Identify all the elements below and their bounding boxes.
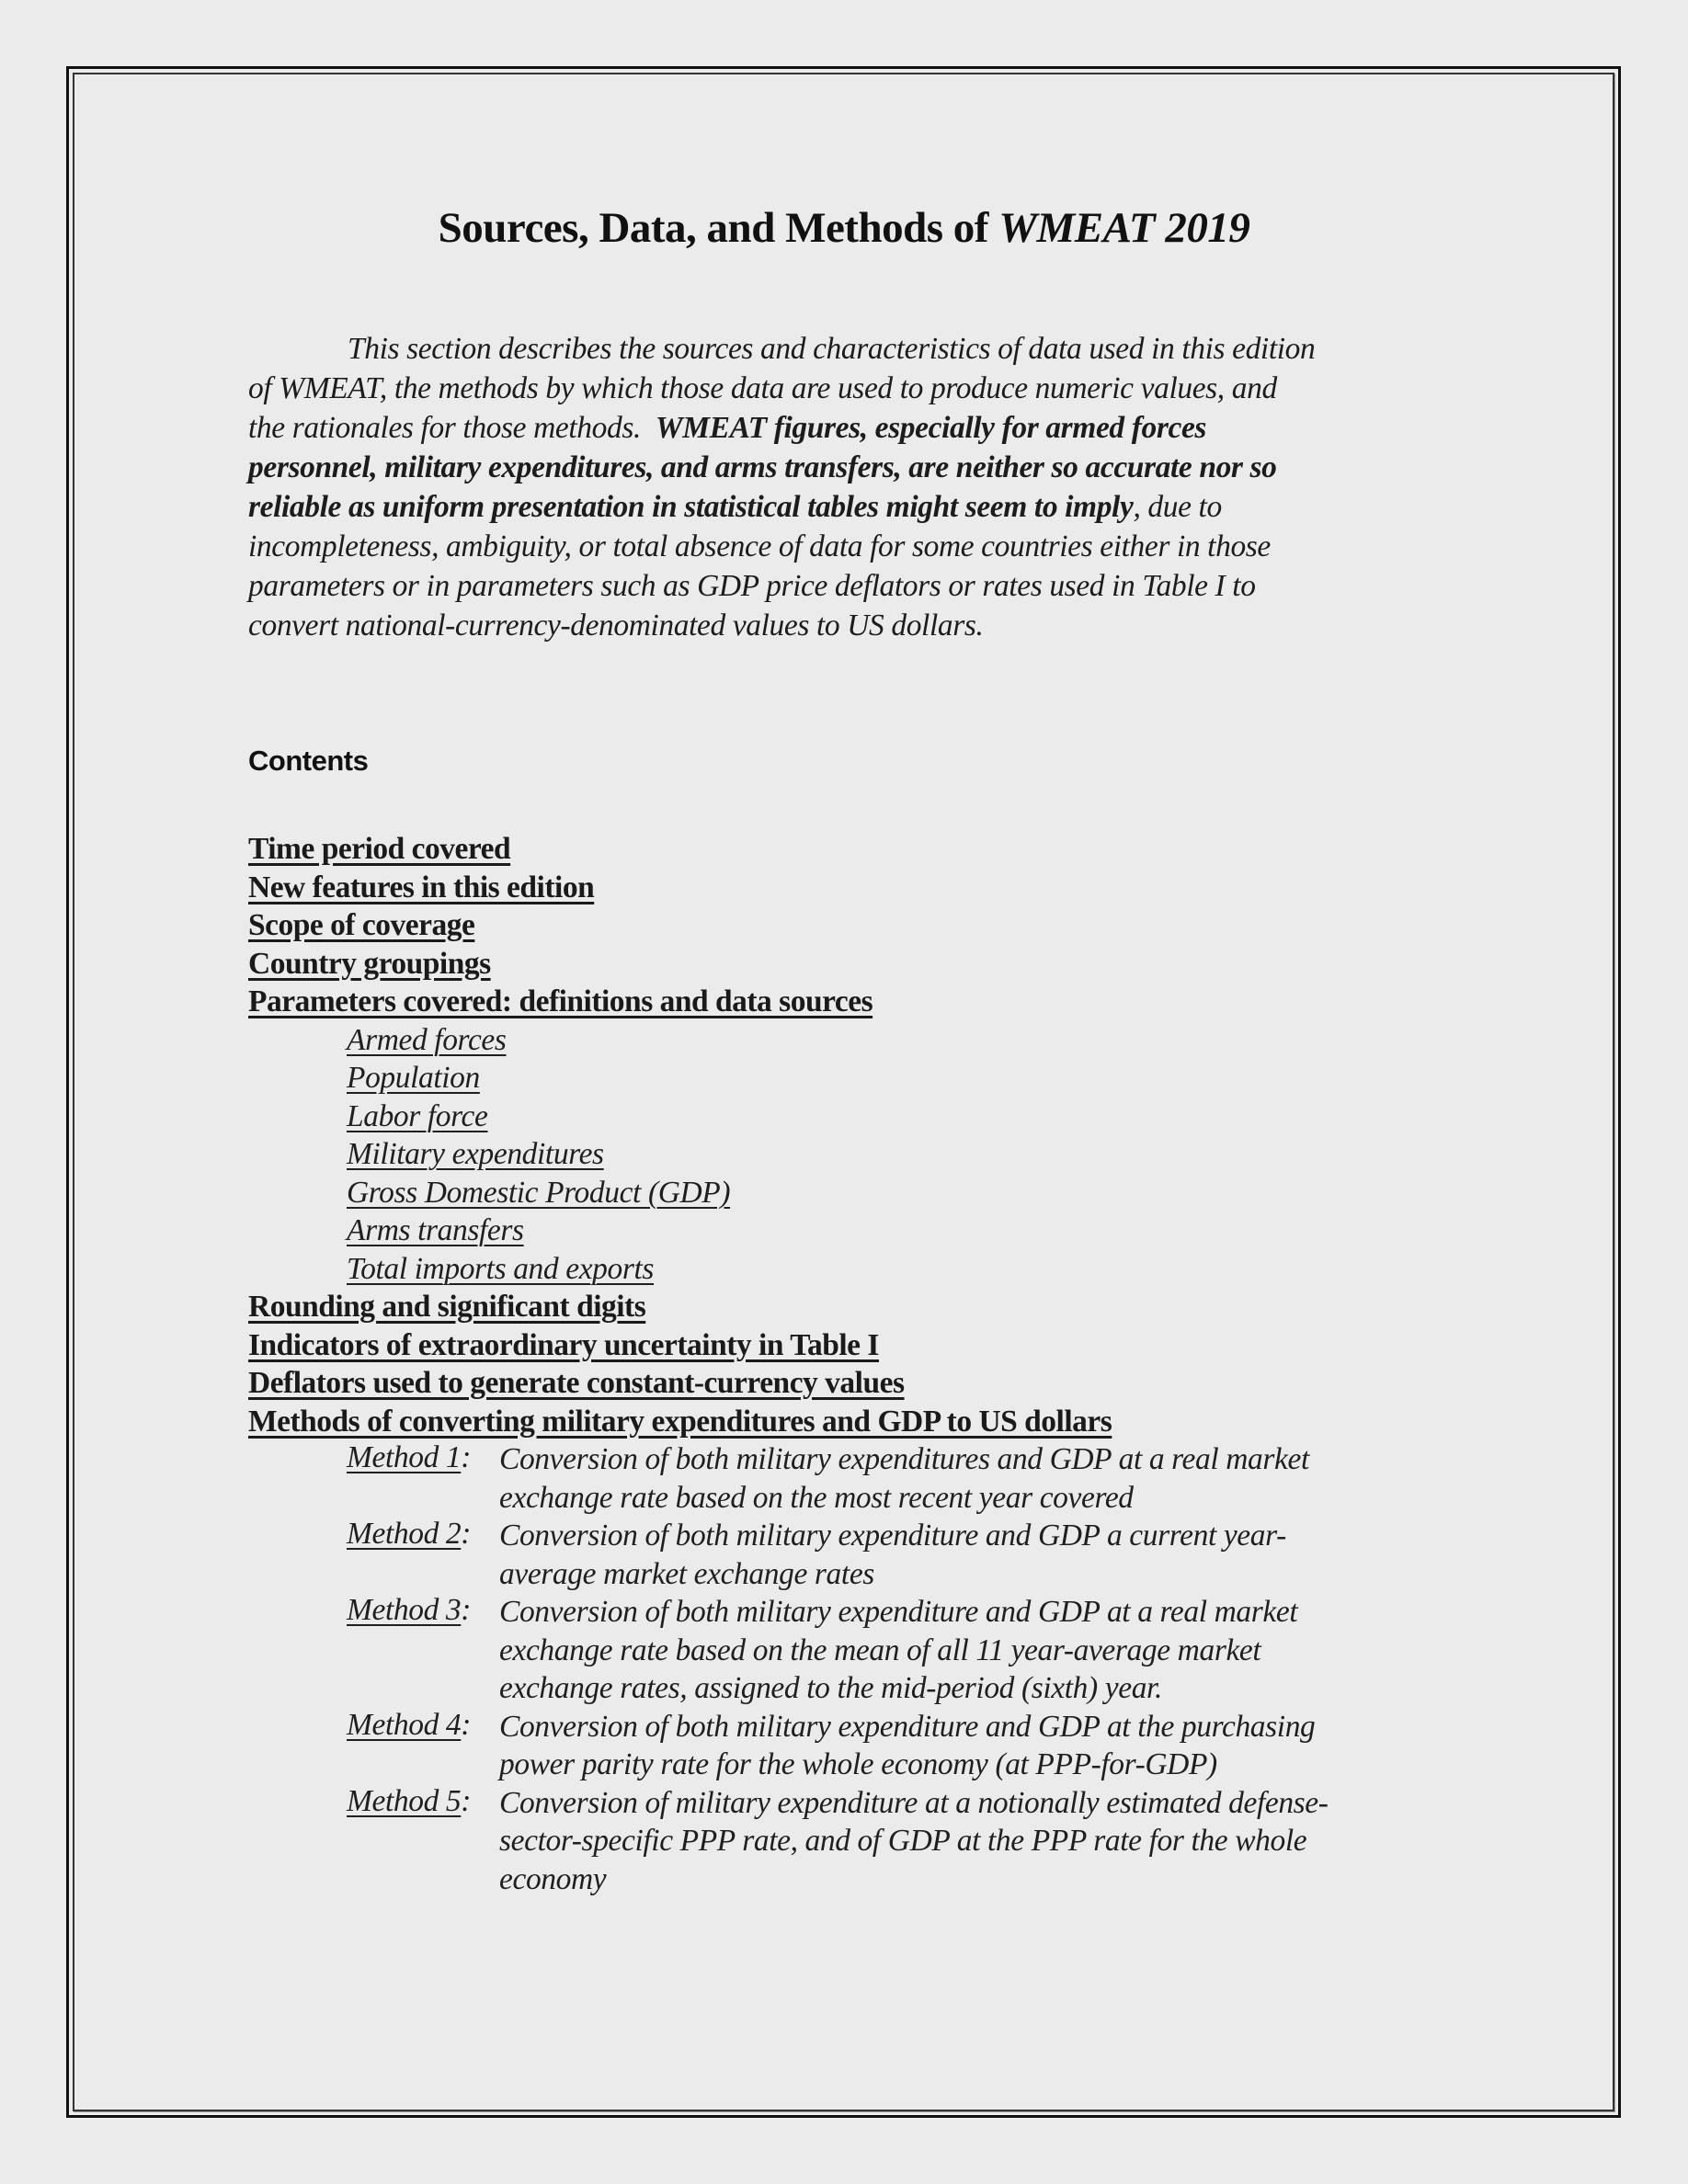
toc-link-imports-exports[interactable]: Total imports and exports <box>347 1251 655 1286</box>
intro-line <box>248 448 1443 487</box>
intro-line: of WMEAT, the methods by which those data are used to produce numeric values, and <box>248 371 1277 405</box>
toc-link-parameters[interactable]: Parameters covered: definitions and data sources <box>248 984 873 1018</box>
toc-subitem <box>248 1021 1535 1060</box>
method-entry <box>248 1440 1535 1517</box>
method-entry <box>248 1593 1535 1708</box>
toc-subitem <box>248 1098 1535 1136</box>
toc-link-uncertainty[interactable]: Indicators of extraordinary uncertainty in Table I <box>248 1327 879 1362</box>
method-colon: : <box>461 1440 472 1474</box>
method-line: Conversion of both military expenditure and GDP at a real market <box>499 1595 1298 1629</box>
page-title <box>0 200 1688 256</box>
toc-link-labor-force[interactable]: Labor force <box>347 1098 488 1133</box>
toc-link-time-period[interactable]: Time period covered <box>248 832 511 866</box>
toc-link-new-features[interactable]: New features in this edition <box>248 870 595 904</box>
method-3-link[interactable]: Method 3 <box>347 1593 462 1627</box>
method-4-description <box>499 1708 1419 1784</box>
method-line: Conversion of both military expenditure and GDP a current year- <box>499 1519 1286 1553</box>
method-line: Conversion of both military expenditure and GDP at the purchasing <box>499 1709 1316 1744</box>
method-line: exchange rates, assigned to the mid-period (sixth) year. <box>499 1671 1162 1705</box>
method-3-description <box>499 1593 1419 1708</box>
intro-line <box>248 408 1443 448</box>
toc-item <box>248 983 1535 1021</box>
toc-link-arms-transfers[interactable]: Arms transfers <box>347 1213 524 1247</box>
toc-item <box>248 1364 1535 1403</box>
intro-text: , due to <box>1133 490 1222 524</box>
toc-link-scope[interactable]: Scope of coverage <box>248 908 475 942</box>
method-line: exchange rate based on the most recent year covered <box>499 1480 1134 1515</box>
toc-link-country-groupings[interactable]: Country groupings <box>248 946 491 981</box>
method-entry <box>248 1517 1535 1593</box>
method-entry <box>248 1784 1535 1899</box>
intro-line: convert national-currency-denominated values to US dollars. <box>248 609 984 643</box>
toc-item <box>248 830 1535 869</box>
toc-subitem <box>248 1174 1535 1212</box>
toc-link-gdp[interactable]: Gross Domestic Product (GDP) <box>347 1175 731 1210</box>
toc-link-armed-forces[interactable]: Armed forces <box>347 1022 507 1057</box>
toc-link-military-expenditures[interactable]: Military expenditures <box>347 1137 604 1171</box>
toc-item <box>248 1288 1535 1326</box>
title-italic: WMEAT 2019 <box>998 204 1250 252</box>
toc-subitem <box>248 1211 1535 1250</box>
intro-emphasis: reliable as uniform presentation in statistical tables might seem to imply <box>248 490 1134 524</box>
toc-link-population[interactable]: Population <box>347 1061 480 1095</box>
intro-line: incompleteness, ambiguity, or total absence of data for some countries either in those <box>248 529 1271 563</box>
intro-text: the rationales for those methods. <box>248 411 641 445</box>
method-4-link[interactable]: Method 4 <box>347 1707 462 1742</box>
method-line: Conversion of both military expenditures and GDP at a real market <box>499 1442 1309 1476</box>
method-line: Conversion of military expenditure at a notionally estimated defense- <box>499 1785 1329 1820</box>
table-of-contents <box>248 830 1535 1898</box>
intro-paragraph <box>248 329 1443 645</box>
contents-heading: Contents <box>248 745 369 777</box>
method-line: exchange rate based on the mean of all 11 year-average market <box>499 1632 1261 1667</box>
method-line: average market exchange rates <box>499 1556 874 1591</box>
toc-link-conversion-methods[interactable]: Methods of converting military expenditures and GDP to US dollars <box>248 1404 1112 1439</box>
intro-line <box>248 487 1443 527</box>
method-colon: : <box>461 1783 472 1818</box>
toc-subitem <box>248 1135 1535 1174</box>
method-2-description <box>499 1517 1419 1593</box>
intro-line <box>248 329 1443 369</box>
method-5-link[interactable]: Method 5 <box>347 1783 462 1818</box>
method-1-description <box>499 1440 1419 1517</box>
method-1-link[interactable]: Method 1 <box>347 1440 462 1474</box>
toc-item <box>248 1403 1535 1441</box>
title-text: Sources, Data, and Methods of <box>438 204 999 252</box>
method-line: sector-specific PPP rate, and of GDP at the PPP rate for the whole <box>499 1824 1307 1858</box>
method-line: power parity rate for the whole economy (at PPP-for-GDP) <box>499 1747 1217 1781</box>
toc-subitem <box>248 1250 1535 1289</box>
method-colon: : <box>461 1593 472 1627</box>
toc-link-rounding[interactable]: Rounding and significant digits <box>248 1290 646 1324</box>
method-entry <box>248 1708 1535 1784</box>
method-line: economy <box>499 1861 607 1896</box>
intro-emphasis: personnel, military expenditures, and arms transfers, are neither so accurate nor so <box>248 450 1277 484</box>
intro-emphasis: WMEAT figures, especially for armed forces <box>655 411 1207 445</box>
toc-item <box>248 1326 1535 1365</box>
method-2-link[interactable]: Method 2 <box>347 1517 462 1551</box>
method-5-description <box>499 1784 1419 1899</box>
toc-item <box>248 869 1535 907</box>
method-colon: : <box>461 1517 472 1551</box>
method-colon: : <box>461 1707 472 1742</box>
toc-item <box>248 906 1535 945</box>
intro-text: This section describes the sources and characteristics of data used in this edition <box>348 332 1316 366</box>
toc-item <box>248 945 1535 984</box>
toc-subitem <box>248 1059 1535 1098</box>
intro-line: parameters or in parameters such as GDP price deflators or rates used in Table I to <box>248 569 1256 603</box>
toc-link-deflators[interactable]: Deflators used to generate constant-currency values <box>248 1366 905 1400</box>
